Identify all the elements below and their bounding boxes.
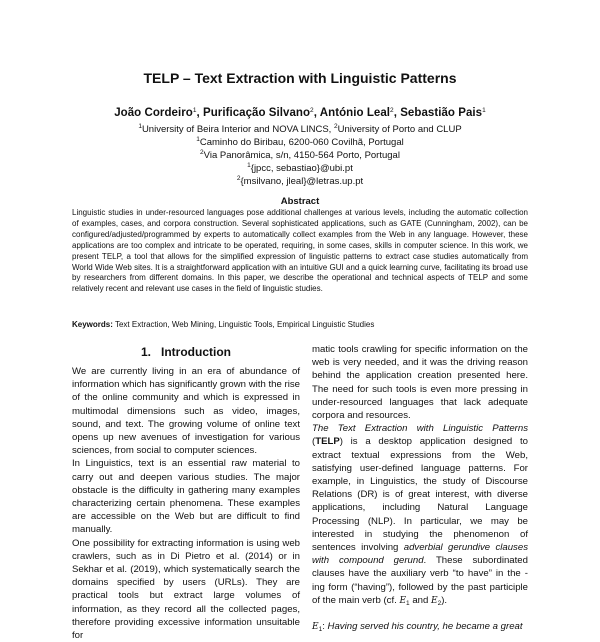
paper-title: TELP – Text Extraction with Linguistic Patterns <box>143 70 457 86</box>
paragraph: We are currently living in an era of abundance of information which has significantly grown with the rise of the online community and which is expressed in multimodal dimensions such as video, images, sound, and text. The growing volume of online text opens up new avenues of investigation for various sciences, from social to computer sciences. <box>72 366 300 457</box>
author-list: João Cordeiro$^1$, Purificação Silvano$^2$, António Leal$^2$, Sebastião Pais$^1$ <box>114 107 486 119</box>
text: ) is a desktop application designed to extract textual expressions from the Web, satisfying user-defined language patterns. For example, in Linguistics, the study of Discourse Relations (DR) is of great interest, with diverse applications, including Natural Language Processing (NLP). In particular, we may be interested in studying the phenomenon of sentences involving <box>312 436 528 554</box>
italic-text: adverbial gerundive clauses with compound gerund <box>312 542 528 567</box>
section-heading <box>72 345 300 359</box>
example: $E_1$: Having served his country, he became a great <box>312 621 523 634</box>
math-subscript: 1 <box>318 626 323 634</box>
affiliation-mark: 1 <box>138 123 142 130</box>
affiliation-mark: 2 <box>236 175 241 182</box>
keywords-label: Keywords: <box>72 320 113 329</box>
author-affiliation-mark: 2 <box>390 107 394 114</box>
section-title: Introduction <box>161 345 231 359</box>
math-subscript: 1 <box>406 599 410 607</box>
author-name: Sebastião Pais <box>400 107 483 119</box>
affiliation-mark: 2 <box>200 149 204 156</box>
bold-text: TELP <box>315 436 340 448</box>
text: . These subordinated clauses have the auxiliary verb “to have” in the -ing form (“having”), followed by the past participle of the main verb (cf. <box>312 555 528 606</box>
abstract-heading: Abstract <box>280 196 320 207</box>
right-column <box>312 343 528 636</box>
affiliation-text: Via Panorâmica, s/n, 4150-564 Porto, Portugal <box>203 150 400 161</box>
author-affiliation-mark: 1 <box>482 107 486 114</box>
affiliation-text: Caminho do Biribau, 6200-060 Covilhã, Portugal <box>199 137 404 148</box>
math-symbol: E <box>431 595 438 606</box>
author-name: João Cordeiro <box>114 107 193 119</box>
text: and <box>409 594 431 606</box>
affiliation-mark: 1 <box>196 136 200 143</box>
affiliation-mark: 2 <box>333 123 338 130</box>
author-affiliation-mark: 2 <box>310 107 314 114</box>
paragraph: One possibility for extracting information is using web crawlers, such as in Di Pietro et al. (2014) or in Sekhar et al. (2019), which systematically search the domains specified by users (URLs). They are practical tools but extract large volumes of information, as they record all the collected pages, therefore providing excessive information unsuitable for <box>72 537 300 642</box>
email-line <box>0 172 600 188</box>
author-name: Purificação Silvano <box>203 107 311 119</box>
paragraph: In Linguistics, text is an essential raw material to carry out and deepen various studies. The major obstacle is the difficulty in gathering many examples characterizing certain phenomena. These examples are accessible on the Web but are difficult to find manually. <box>72 458 300 536</box>
math-symbol: E <box>399 595 407 606</box>
text: ). <box>441 594 448 606</box>
abstract-body: Linguistic studies in under-resourced languages pose additional challenges at various levels, including the automatic collection of examples, cases, and corpora construction. Several sophisticated applications, such as GATE (Cunningham, 2002), can be configured/adjusted/programmed by experts to automatically collect examples from the Web in any language. However, these applications are too complex and intricate to be operated, requiring, in some cases, skills in computer science. In this work, we present TELP, a tool that allows for the simplified expression of linguistic patterns to extract case studies automatically from World Wide Web sites. It is a straightforward application with an intuitive GUI and a quick learning curve, facilitating its broad use by researchers from different domains. In this paper, we describe the operational and technical aspects of TELP and some relatively recent and relevant use cases in the field of linguistic studies. <box>72 208 528 294</box>
paragraph <box>312 422 528 610</box>
math-subscript: 2 <box>437 599 442 607</box>
example-text: Having served his country, he became a great <box>327 621 523 633</box>
email-text: {msilvano, jleal}@letras.up.pt <box>240 176 364 187</box>
author-affiliation-mark: 1 <box>192 107 197 114</box>
author-name: António Leal <box>319 107 391 119</box>
email-text: {jpcc, sebastiao}@ubi.pt <box>250 163 353 174</box>
affiliation-text: University of Porto and CLUP <box>337 124 462 135</box>
section-number: 1. <box>141 345 152 359</box>
math-symbol: E <box>312 622 319 633</box>
keywords <box>72 320 528 329</box>
left-column <box>72 365 300 642</box>
text: ( <box>312 436 316 448</box>
affiliation-mark: 1 <box>247 162 251 169</box>
paragraph: matic tools crawling for specific information on the web is very needed, and it was the driving reason behind the application creation presented here. The need for such tools is even more pressing in under-resourced languages that lack adequate corpora and resources. <box>312 344 528 422</box>
affiliation-text: University of Beira Interior and NOVA LINCS, <box>141 124 334 135</box>
italic-text: The Text Extraction with Linguistic Patterns <box>312 423 528 435</box>
keywords-text: Text Extraction, Web Mining, Linguistic Tools, Empirical Linguistic Studies <box>114 320 375 329</box>
